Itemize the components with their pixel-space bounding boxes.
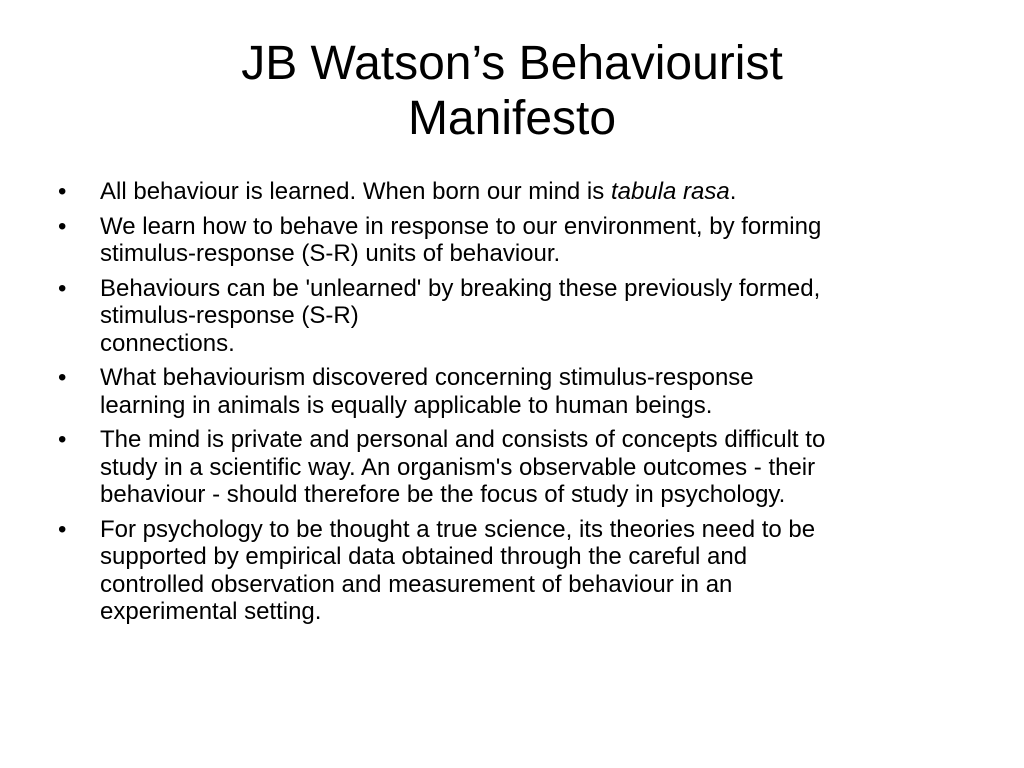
bullet-dot-icon: • [58, 515, 67, 543]
bullet-line: connections. [100, 329, 235, 357]
bullet-emphasis: tabula rasa [610, 178, 730, 205]
bullet-item [58, 178, 978, 206]
slide-title-line: JB Watson’s Behaviourist [241, 37, 783, 90]
bullet-line: The mind is private and personal and consists of concepts difficult to [100, 426, 826, 453]
bullet-text: All behaviour is learned. When born our mind is [100, 178, 611, 205]
bullet-line: controlled observation and measurement of behaviour in an [100, 570, 733, 598]
bullet-item [58, 516, 978, 626]
slide-title [0, 36, 1024, 146]
bullet-dot-icon: • [58, 426, 67, 453]
bullet-dot-icon: • [58, 274, 67, 302]
bullet-line: For psychology to be thought a true science, its theories need to be [100, 515, 816, 543]
bullet-item [58, 213, 978, 268]
bullet-line: Behaviours can be 'unlearned' by breaking these previously formed, [100, 274, 821, 302]
bullet-line: stimulus-response (S-R) [100, 302, 359, 329]
bullet-dot-icon: • [58, 364, 67, 391]
bullet-item [58, 364, 978, 419]
slide-title-line: Manifesto [407, 92, 617, 145]
bullet-line: study in a scientific way. An organism's observable outcomes - their [100, 453, 816, 481]
bullet-dot-icon: • [58, 212, 67, 240]
bullet-line: supported by empirical data obtained through the careful and [100, 543, 748, 570]
bullet-line: We learn how to behave in response to our environment, by forming [100, 212, 822, 240]
bullet-item [58, 275, 978, 358]
bullet-dot-icon: • [58, 178, 67, 205]
bullet-list [58, 178, 978, 633]
bullet-line [100, 178, 978, 206]
bullet-line: stimulus-response (S-R) units of behaviour. [100, 240, 561, 267]
bullet-line: experimental setting. [100, 598, 322, 625]
bullet-text: . [729, 178, 737, 205]
bullet-line: behaviour - should therefore be the focus of study in psychology. [100, 481, 786, 508]
bullet-line: learning in animals is equally applicable to human beings. [100, 391, 713, 419]
bullet-line: What behaviourism discovered concerning stimulus-response [100, 364, 754, 391]
bullet-item [58, 426, 978, 509]
